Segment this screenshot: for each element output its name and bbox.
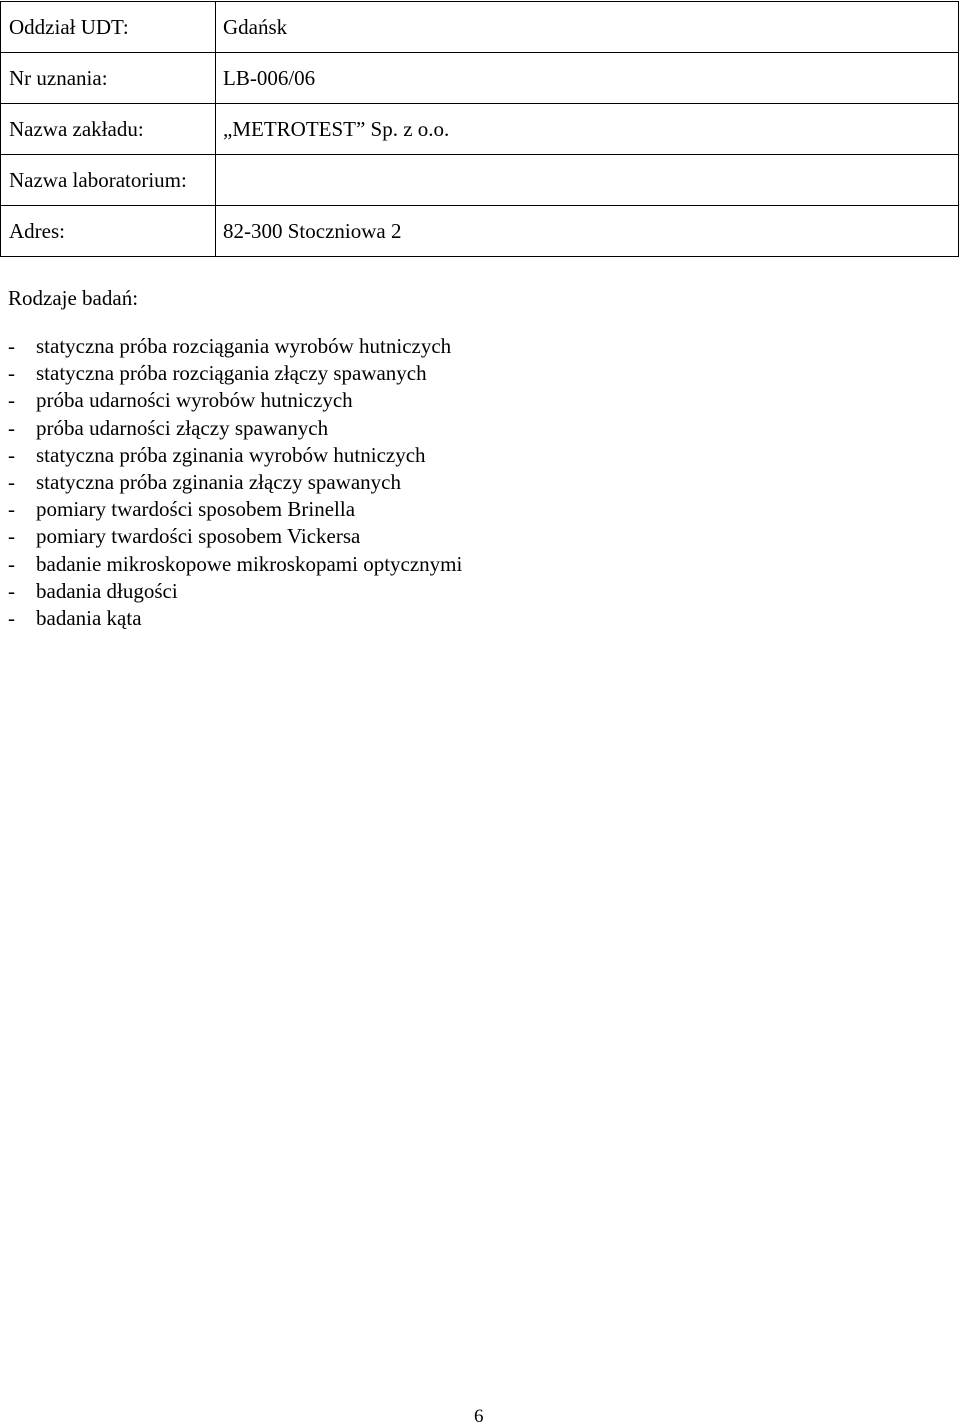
list-item [8, 469, 462, 496]
list-item [8, 333, 462, 360]
bullet-dash: - [8, 578, 15, 603]
lab-info-table [0, 1, 959, 257]
info-label-lab-name: Nazwa laboratorium: [1, 155, 216, 206]
list-item-text: statyczna próba zginania wyrobów hutniczych [36, 442, 426, 467]
info-value-lab-name [216, 155, 959, 206]
list-item [8, 442, 462, 469]
bullet-dash: - [8, 442, 15, 467]
list-item-text: statyczna próba zginania złączy spawanych [36, 470, 401, 495]
bullet-dash: - [8, 497, 15, 522]
bullet-dash: - [8, 470, 15, 495]
page-number: 6 [474, 1406, 484, 1427]
bullet-dash: - [8, 361, 15, 386]
list-item [8, 387, 462, 414]
bullet-dash: - [8, 551, 15, 576]
tests-list [8, 333, 462, 632]
list-item-text: statyczna próba rozciągania wyrobów hutniczych [36, 334, 452, 358]
info-label-address: Adres: [1, 206, 216, 257]
info-value-address: 82-300 Stoczniowa 2 [216, 206, 959, 257]
info-row-branch [1, 2, 959, 53]
bullet-dash: - [8, 415, 15, 440]
info-value-branch: Gdańsk [216, 2, 959, 53]
list-item-text: badania kąta [36, 606, 142, 631]
info-label-company-name: Nazwa zakładu: [1, 104, 216, 155]
info-row-lab-name [1, 155, 959, 206]
info-value-approval-number: LB-006/06 [216, 53, 959, 104]
bullet-dash: - [8, 388, 15, 413]
list-item [8, 551, 462, 578]
list-item-text: próba udarności wyrobów hutniczych [36, 388, 353, 413]
bullet-dash: - [8, 334, 15, 358]
bullet-dash: - [8, 606, 15, 631]
info-value-company-name: „METROTEST” Sp. z o.o. [216, 104, 959, 155]
list-item-text: badanie mikroskopowe mikroskopami optycznymi [36, 551, 463, 576]
info-row-address [1, 206, 959, 257]
list-item-text: badania długości [36, 578, 178, 603]
list-item [8, 523, 462, 550]
info-label-branch: Oddział UDT: [1, 2, 216, 53]
info-row-company-name [1, 104, 959, 155]
list-item [8, 605, 462, 632]
list-item-text: pomiary twardości sposobem Vickersa [36, 524, 361, 549]
tests-section-title: Rodzaje badań: [8, 286, 139, 310]
info-row-approval-number [1, 53, 959, 104]
list-item [8, 578, 462, 605]
list-item-text: statyczna próba rozciągania złączy spawanych [36, 361, 427, 386]
info-label-approval-number: Nr uznania: [1, 53, 216, 104]
list-item-text: pomiary twardości sposobem Brinella [36, 497, 356, 522]
bullet-dash: - [8, 524, 15, 549]
list-item-text: próba udarności złączy spawanych [36, 415, 329, 440]
list-item [8, 360, 462, 387]
list-item [8, 415, 462, 442]
list-item [8, 496, 462, 523]
